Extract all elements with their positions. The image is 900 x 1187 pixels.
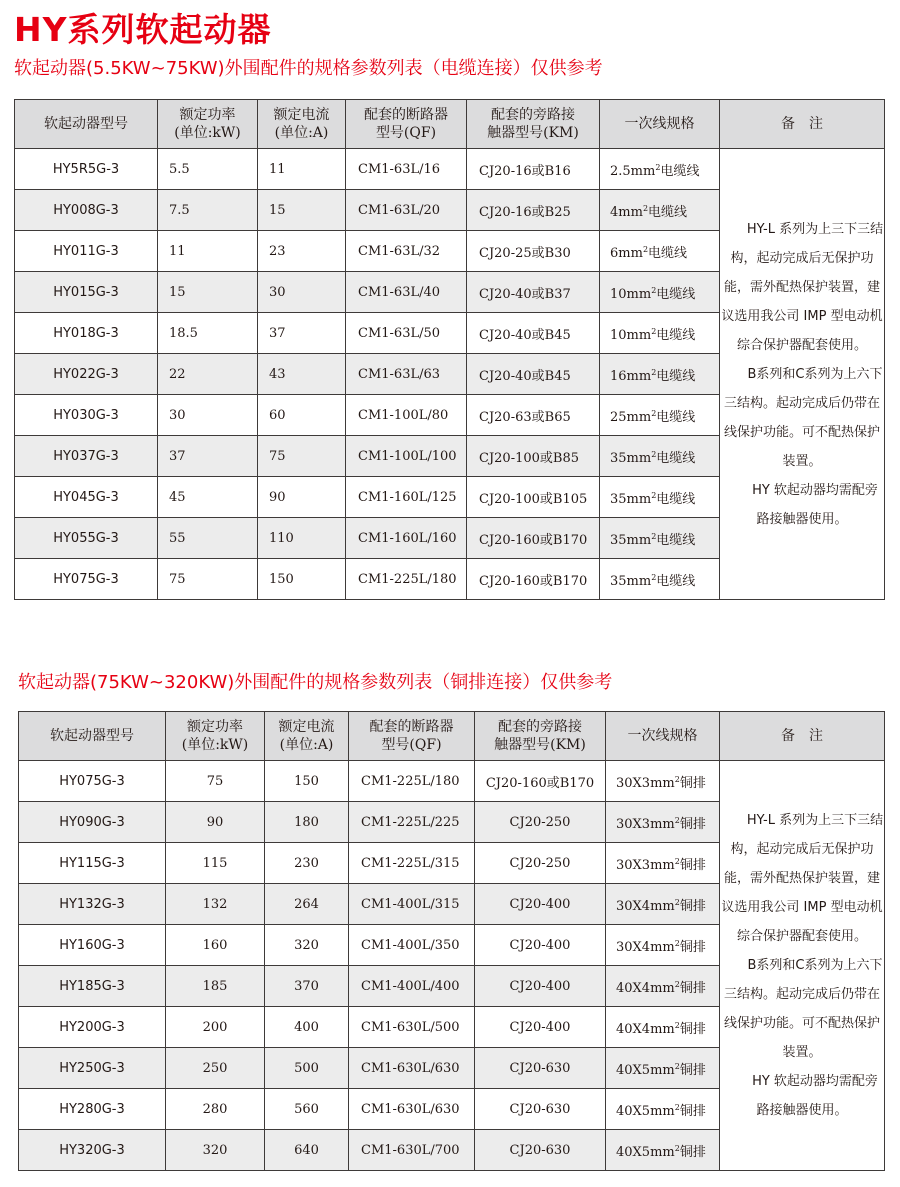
cell-current: 110: [258, 518, 346, 559]
wire-type: 电缆线: [656, 286, 696, 302]
cell-current: 230: [265, 843, 349, 884]
cell-current: 370: [265, 966, 349, 1007]
wire-superscript: 2: [674, 815, 680, 825]
wire-type: 铜排: [679, 775, 706, 791]
header-power-line2: (单位:kW): [174, 125, 241, 141]
wire-size: 4mm: [610, 204, 643, 220]
cell-contactor: CJ20-100或B85: [467, 436, 600, 477]
wire-size: 30X3mm: [616, 816, 675, 832]
remark-cell: [720, 761, 885, 1171]
wire-size: 40X5mm: [616, 1103, 675, 1119]
cell-model: HY075G-3: [15, 559, 158, 600]
cell-current: 264: [265, 884, 349, 925]
cell-breaker: CM1-63L/63: [346, 354, 467, 395]
wire-type: 电缆线: [648, 204, 688, 220]
cell-breaker: CM1-63L/20: [346, 190, 467, 231]
wire-size: 25mm: [610, 409, 652, 425]
header-current-line2: (单位:A): [274, 125, 329, 141]
wire-size: 10mm: [610, 327, 652, 343]
cell-contactor: CJ20-400: [475, 1007, 606, 1048]
cell-model: HY320G-3: [19, 1130, 166, 1171]
wire-superscript: 2: [651, 449, 657, 459]
cell-power: 15: [158, 272, 258, 313]
header-power-line1: 额定功率: [187, 719, 243, 735]
cell-model: HY5R5G-3: [15, 149, 158, 190]
cell-wiring: [606, 802, 720, 843]
cell-current: 400: [265, 1007, 349, 1048]
cell-breaker: CM1-225L/225: [349, 802, 475, 843]
header-wiring: 一次线规格: [606, 712, 720, 761]
wire-size: 35mm: [610, 491, 652, 507]
cell-wiring: [600, 190, 720, 231]
cell-current: 320: [265, 925, 349, 966]
cell-contactor: CJ20-400: [475, 966, 606, 1007]
table-body: [19, 761, 885, 1171]
cell-model: HY280G-3: [19, 1089, 166, 1130]
header-contactor-line1: 配套的旁路接: [498, 719, 582, 735]
cell-power: 30: [158, 395, 258, 436]
cell-contactor: CJ20-630: [475, 1130, 606, 1171]
header-current: [265, 712, 349, 761]
wire-size: 10mm: [610, 286, 652, 302]
busbar-spec-table: [18, 711, 885, 1171]
cell-wiring: [606, 966, 720, 1007]
wire-superscript: 2: [651, 531, 657, 541]
header-power: [166, 712, 265, 761]
cell-wiring: [600, 395, 720, 436]
cell-model: HY075G-3: [19, 761, 166, 802]
section2-title: 软起动器(75KW~320KW)外围配件的规格参数列表（铜排连接）仅供参考: [18, 672, 613, 693]
cell-contactor: CJ20-630: [475, 1089, 606, 1130]
cell-power: 75: [158, 559, 258, 600]
cell-breaker: CM1-225L/180: [349, 761, 475, 802]
cell-contactor: CJ20-400: [475, 884, 606, 925]
wire-type: 电缆线: [656, 409, 696, 425]
cell-contactor: CJ20-100或B105: [467, 477, 600, 518]
cell-contactor: CJ20-40或B45: [467, 313, 600, 354]
cell-model: HY055G-3: [15, 518, 158, 559]
wire-type: 电缆线: [660, 163, 700, 179]
header-contactor: [475, 712, 606, 761]
header-remark: 备 注: [720, 712, 885, 761]
header-breaker-line2: 型号(QF): [375, 125, 437, 141]
cell-breaker: CM1-400L/350: [349, 925, 475, 966]
wire-size: 40X4mm: [616, 1021, 675, 1037]
table-body: [15, 149, 885, 600]
wire-size: 2.5mm: [610, 163, 656, 179]
cell-current: 150: [265, 761, 349, 802]
cell-wiring: [600, 477, 720, 518]
remark-paragraph: B系列和C系列为上六下三结构。起动完成后仍带在线保护功能。可不配热保护装置。: [723, 366, 883, 469]
wire-superscript: 2: [674, 856, 680, 866]
wire-type: 铜排: [679, 939, 706, 955]
cell-power: 22: [158, 354, 258, 395]
cell-breaker: CM1-63L/50: [346, 313, 467, 354]
cell-breaker: CM1-225L/180: [346, 559, 467, 600]
header-contactor-line2: 触器型号(KM): [494, 737, 586, 753]
wire-type: 铜排: [679, 1144, 706, 1160]
remark-paragraph: HY-L 系列为上三下三结构，起动完成后无保护功能，需外配热保护装置，建议选用我公司 IMP 型电动机综合保护器配套使用。: [721, 221, 884, 353]
wire-superscript: 2: [655, 162, 661, 172]
header-remark: 备 注: [720, 100, 885, 149]
cell-contactor: CJ20-63或B65: [467, 395, 600, 436]
wire-superscript: 2: [642, 244, 649, 254]
cell-model: HY045G-3: [15, 477, 158, 518]
cell-power: 11: [158, 231, 258, 272]
wire-superscript: 2: [651, 572, 657, 582]
cell-model: HY022G-3: [15, 354, 158, 395]
cell-breaker: CM1-160L/125: [346, 477, 467, 518]
cell-model: HY115G-3: [19, 843, 166, 884]
cell-model: HY160G-3: [19, 925, 166, 966]
wire-type: 铜排: [679, 1021, 706, 1037]
remark-cell: [720, 149, 885, 600]
cell-power: 7.5: [158, 190, 258, 231]
wire-type: 铜排: [679, 816, 706, 832]
remark-paragraph: HY-L 系列为上三下三结构，起动完成后无保护功能，需外配热保护装置，建议选用我公司 IMP 型电动机综合保护器配套使用。: [721, 813, 884, 944]
cell-wiring: [606, 925, 720, 966]
cell-wiring: [600, 559, 720, 600]
cell-model: HY250G-3: [19, 1048, 166, 1089]
header-current-line1: 额定电流: [273, 107, 330, 123]
cell-model: HY037G-3: [15, 436, 158, 477]
wire-type: 铜排: [679, 857, 706, 873]
header-power: [158, 100, 258, 149]
cell-model: HY011G-3: [15, 231, 158, 272]
cell-contactor: CJ20-16或B16: [467, 149, 600, 190]
wire-type: 铜排: [679, 1103, 706, 1119]
header-breaker: [349, 712, 475, 761]
cell-current: 500: [265, 1048, 349, 1089]
cell-power: 200: [166, 1007, 265, 1048]
cell-contactor: CJ20-40或B45: [467, 354, 600, 395]
cell-breaker: CM1-630L/630: [349, 1048, 475, 1089]
cell-current: 15: [258, 190, 346, 231]
cell-current: 75: [258, 436, 346, 477]
wire-type: 电缆线: [656, 532, 696, 548]
cell-wiring: [606, 761, 720, 802]
wire-superscript: 2: [651, 285, 657, 295]
cell-breaker: CM1-160L/160: [346, 518, 467, 559]
cell-power: 115: [166, 843, 265, 884]
cell-contactor: CJ20-160或B170: [467, 518, 600, 559]
wire-type: 铜排: [679, 980, 706, 996]
wire-superscript: 2: [651, 367, 657, 377]
cell-power: 5.5: [158, 149, 258, 190]
cell-model: HY008G-3: [15, 190, 158, 231]
cell-model: HY015G-3: [15, 272, 158, 313]
cable-spec-table: [14, 99, 885, 600]
cell-contactor: CJ20-400: [475, 925, 606, 966]
remark-paragraph: B系列和C系列为上六下三结构。起动完成后仍带在线保护功能。可不配热保护装置。: [723, 958, 883, 1060]
cell-wiring: [600, 313, 720, 354]
cell-power: 90: [166, 802, 265, 843]
wire-type: 电缆线: [656, 450, 696, 466]
cell-model: HY018G-3: [15, 313, 158, 354]
cell-current: 90: [258, 477, 346, 518]
header-power-line2: (单位:kW): [181, 737, 249, 753]
wire-superscript: 2: [651, 326, 657, 336]
cell-model: HY132G-3: [19, 884, 166, 925]
wire-superscript: 2: [674, 1020, 680, 1030]
cell-breaker: CM1-63L/32: [346, 231, 467, 272]
cell-power: 250: [166, 1048, 265, 1089]
header-current: [258, 100, 346, 149]
header-breaker: [346, 100, 467, 149]
table-row: [15, 149, 885, 190]
cell-power: 75: [166, 761, 265, 802]
cell-current: 150: [258, 559, 346, 600]
cell-power: 160: [166, 925, 265, 966]
cell-contactor: CJ20-16或B25: [467, 190, 600, 231]
wire-size: 35mm: [610, 573, 652, 589]
header-contactor-line1: 配套的旁路接: [491, 107, 575, 123]
wire-superscript: 2: [674, 979, 680, 989]
header-power-line1: 额定功率: [179, 107, 236, 123]
cell-model: HY030G-3: [15, 395, 158, 436]
cell-breaker: CM1-630L/700: [349, 1130, 475, 1171]
cell-current: 37: [258, 313, 346, 354]
cell-power: 185: [166, 966, 265, 1007]
cell-breaker: CM1-63L/16: [346, 149, 467, 190]
cell-wiring: [600, 354, 720, 395]
wire-type: 铜排: [679, 1062, 706, 1078]
cell-wiring: [606, 843, 720, 884]
cell-power: 320: [166, 1130, 265, 1171]
cell-contactor: CJ20-160或B170: [467, 559, 600, 600]
cell-wiring: [600, 436, 720, 477]
wire-type: 电缆线: [648, 245, 688, 261]
cell-model: HY090G-3: [19, 802, 166, 843]
wire-size: 30X3mm: [616, 775, 675, 791]
header-breaker-line1: 配套的断路器: [364, 107, 448, 123]
page-title: HY系列软起动器: [14, 10, 272, 49]
header-breaker-line1: 配套的断路器: [369, 719, 454, 735]
cell-breaker: CM1-63L/40: [346, 272, 467, 313]
header-breaker-line2: 型号(QF): [381, 737, 442, 753]
header-contactor: [467, 100, 600, 149]
cell-contactor: CJ20-25或B30: [467, 231, 600, 272]
table-header-row: [19, 712, 885, 761]
cell-wiring: [606, 884, 720, 925]
header-model: 软起动器型号: [19, 712, 166, 761]
wire-superscript: 2: [674, 1061, 680, 1071]
cell-power: 45: [158, 477, 258, 518]
wire-type: 电缆线: [656, 368, 696, 384]
wire-type: 电缆线: [656, 573, 696, 589]
wire-size: 30X4mm: [616, 939, 675, 955]
cell-breaker: CM1-400L/400: [349, 966, 475, 1007]
cell-breaker: CM1-100L/80: [346, 395, 467, 436]
wire-superscript: 2: [674, 774, 680, 784]
cell-wiring: [600, 149, 720, 190]
wire-type: 铜排: [679, 898, 706, 914]
remark-paragraph: HY 软起动器均需配旁路接触器使用。: [752, 1074, 878, 1118]
cell-contactor: CJ20-630: [475, 1048, 606, 1089]
cell-contactor: CJ20-40或B37: [467, 272, 600, 313]
wire-size: 40X5mm: [616, 1062, 675, 1078]
cell-contactor: CJ20-160或B170: [475, 761, 606, 802]
cell-current: 11: [258, 149, 346, 190]
header-model: 软起动器型号: [15, 100, 158, 149]
cell-current: 60: [258, 395, 346, 436]
cell-wiring: [600, 231, 720, 272]
cell-contactor: CJ20-250: [475, 843, 606, 884]
cell-current: 23: [258, 231, 346, 272]
cell-wiring: [606, 1048, 720, 1089]
cell-current: 180: [265, 802, 349, 843]
cell-current: 43: [258, 354, 346, 395]
wire-type: 电缆线: [656, 491, 696, 507]
table-header-row: [15, 100, 885, 149]
cell-current: 30: [258, 272, 346, 313]
cell-wiring: [606, 1007, 720, 1048]
section1-title: 软起动器(5.5KW~75KW)外围配件的规格参数列表（电缆连接）仅供参考: [14, 58, 603, 79]
header-contactor-line2: 触器型号(KM): [487, 125, 579, 141]
wire-superscript: 2: [642, 203, 649, 213]
cell-model: HY185G-3: [19, 966, 166, 1007]
wire-size: 6mm: [610, 245, 643, 261]
header-current-line1: 额定电流: [278, 719, 335, 735]
cell-model: HY200G-3: [19, 1007, 166, 1048]
cell-wiring: [606, 1089, 720, 1130]
cell-breaker: CM1-400L/315: [349, 884, 475, 925]
cell-power: 132: [166, 884, 265, 925]
cell-wiring: [600, 272, 720, 313]
wire-size: 35mm: [610, 450, 652, 466]
cell-current: 640: [265, 1130, 349, 1171]
header-wiring: 一次线规格: [600, 100, 720, 149]
wire-size: 40X4mm: [616, 980, 675, 996]
cell-breaker: CM1-100L/100: [346, 436, 467, 477]
cell-breaker: CM1-630L/630: [349, 1089, 475, 1130]
cell-power: 18.5: [158, 313, 258, 354]
wire-superscript: 2: [674, 897, 680, 907]
cell-power: 55: [158, 518, 258, 559]
wire-superscript: 2: [674, 938, 680, 948]
wire-size: 30X3mm: [616, 857, 675, 873]
cell-contactor: CJ20-250: [475, 802, 606, 843]
cell-wiring: [606, 1130, 720, 1171]
remark-paragraph: HY 软起动器均需配旁路接触器使用。: [752, 482, 878, 527]
cell-power: 280: [166, 1089, 265, 1130]
cell-power: 37: [158, 436, 258, 477]
wire-size: 35mm: [610, 532, 652, 548]
wire-superscript: 2: [674, 1143, 680, 1153]
wire-superscript: 2: [651, 408, 657, 418]
table-row: [19, 761, 885, 802]
wire-size: 40X5mm: [616, 1144, 675, 1160]
wire-size: 16mm: [610, 368, 652, 384]
header-current-line2: (单位:A): [279, 737, 334, 753]
wire-type: 电缆线: [656, 327, 696, 343]
cell-current: 560: [265, 1089, 349, 1130]
wire-size: 30X4mm: [616, 898, 675, 914]
wire-superscript: 2: [651, 490, 657, 500]
cell-breaker: CM1-225L/315: [349, 843, 475, 884]
cell-breaker: CM1-630L/500: [349, 1007, 475, 1048]
wire-superscript: 2: [674, 1102, 680, 1112]
cell-wiring: [600, 518, 720, 559]
